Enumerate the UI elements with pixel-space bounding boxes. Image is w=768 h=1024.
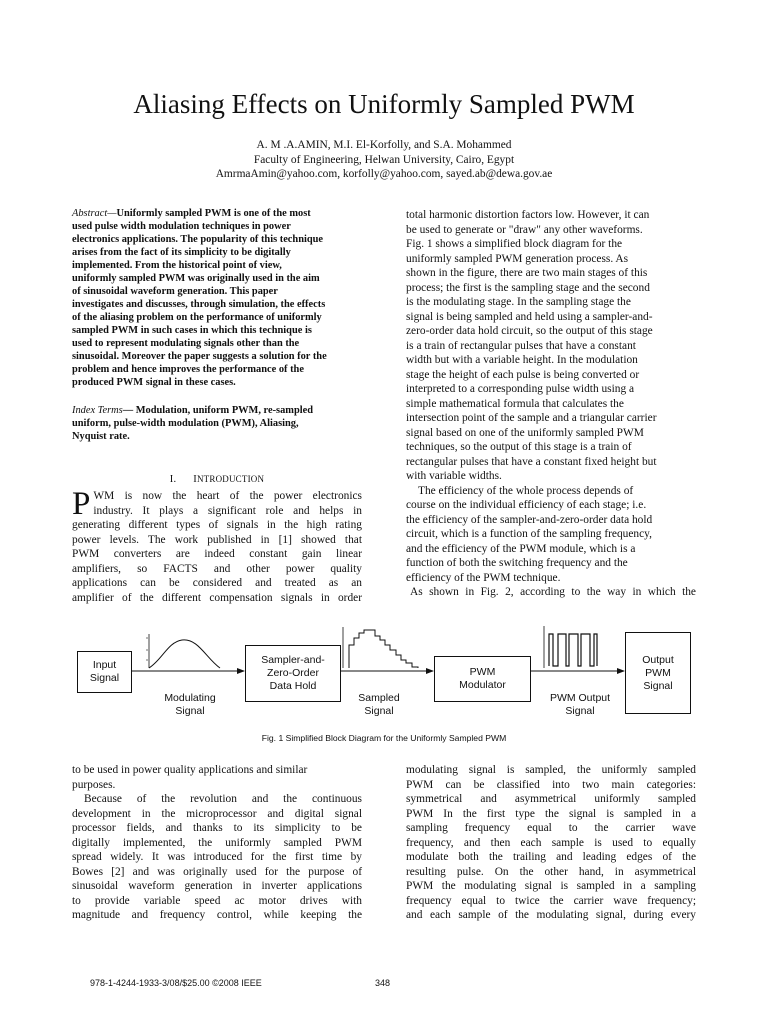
intro-paragraph-1: WM is now the heart of the power electronics industry. It plays a significant role and helps in generating different types of signals in the high rating power levels. The work published in [1] showed that PWM converters are indeed constant gain linear amplifiers, so FACTS and other power quality applications can be considered and treated as an amplifier of the different compensation signals in order xyxy=(72,490,362,604)
right-paragraph-3-cont: modulating signal is sampled, the uniformly sampled PWM can be classified into two main categories: symmetrical and asymmetrical uniformly sampled PWM In the first type the signal is sampled in a sampling frequency equal to the carrier wave frequency, and then each sample is used to equally modulate both the trailing and leading edges of the resulting pulse. On the other hand, in asymmetrical PWM the modulating signal is sampled in a sampling frequency equal to twice the carrier wave frequency; and each sample of the modulating signal, during every xyxy=(406,764,696,921)
section-title-initial: I xyxy=(193,474,197,485)
index-terms-label: Index Terms xyxy=(72,405,123,416)
dropcap-letter: P xyxy=(72,486,91,522)
modulating-signal-label: Modulating Signal xyxy=(164,692,216,717)
section-title-rest: NTRODUCTION xyxy=(196,474,265,484)
pwm-modulator-block: PWM Modulator xyxy=(434,656,531,702)
abstract-label: Abstract xyxy=(72,208,108,219)
intro-paragraph-2: Because of the revolution and the continuous development in the microprocessor and digital signal processor fields, and thanks to its simplicity to be digitally implemented, the uniformly sampled PWM spread widely. It was introduced for the first time by Bowes [2] and was originally used for the purpose of sinusoidal waveform generation in inverter applications to provide variable speed ac motor drives with magnitude and frequency control, while keeping the xyxy=(72,793,362,921)
modulating-signal-waveform xyxy=(146,634,220,668)
output-pwm-block: Output PWM Signal xyxy=(625,632,691,714)
footer-isbn: 978-1-4244-1933-3/08/$25.00 ©2008 IEEE xyxy=(90,978,262,988)
input-signal-block: Input Signal xyxy=(77,651,132,693)
abstract: Abstract—Uniformly sampled PWM is one of the most used pulse width modulation techniques in power electronics applications. The popularity of this technique arises from the fact of its simplicity to be digitally implemented. From the historical point of view, uniformly sampled PWM was originally used in the aim of sinusoidal waveform generation. This paper investigates and discusses, through simulation, the effects of the aliasing problem on the performance of uniformly sampled PWM in such cases in which this technique is used to represent modulating signals other than the sinusoidal. Moreover the paper suggests a solution for the problem and hence improves the performance of the produced PWM signal in these cases. xyxy=(72,208,327,388)
pwm-output-waveform xyxy=(544,626,597,668)
authors: A. M .A.AMIN, M.I. El-Korfolly, and S.A. Mohammed xyxy=(256,139,512,151)
right-paragraph-3: As shown in Fig. 2, according to the way in which the xyxy=(410,586,696,598)
right-column-bottom xyxy=(406,763,696,923)
figure-caption: Fig. 1 Simplified Block Diagram for the Uniformly Sampled PWM xyxy=(261,733,507,743)
right-paragraph-2: The efficiency of the whole process depends of course on the individual efficiency of each stage; i.e. the efficiency of the sampler-and-zero-order data hold circuit, which is a function of the sampling frequency, and the efficiency of the PWM module, which is a function of both the switching frequency and the efficiency of the PWM technique. xyxy=(406,484,653,584)
author-emails: AmrmaAmin@yahoo.com, korfolly@yahoo.com, sayed.ab@dewa.gov.ae xyxy=(215,168,553,180)
sampled-signal-waveform xyxy=(343,627,418,668)
affiliation: Faculty of Engineering, Helwan University, Cairo, Egypt xyxy=(253,153,515,166)
section-number: I. xyxy=(169,474,177,485)
intro-column-bottom xyxy=(72,763,362,923)
abstract-text: Uniformly sampled PWM is one of the most used pulse width modulation techniques in power electronics applications. The popularity of this technique arises from the fact of its simplicity to be digitally implemented. From the historical point of view, uniformly sampled PWM was originally used in the aim of sinusoidal waveform generation. This paper investigates and discusses, through simulation, the effects of the aliasing problem on the performance of uniformly sampled PWM in such cases in which this technique is used to represent modulating signals other than the sinusoidal. Moreover the paper suggests a solution for the problem and hence improves the performance of the produced PWM signal in these cases. xyxy=(72,208,327,388)
sampler-block: Sampler-and- Zero-Order Data Hold xyxy=(245,645,341,702)
right-paragraph-1: total harmonic distortion factors low. However, it can be used to generate or "draw" any other waveforms. Fig. 1 shows a simplified block diagram for the uniformly sampled PWM generation process. As shown in the figure, there are two main stages of this process; the first is the sampling stage and the second is the modulating stage. In the sampling stage the signal is being sampled and held using a sampler-and- zero-order data hold circuit, so the output of this stage is a train of rectangular pulses that have a constant width but with a variable height. In the modulation stage the height of each pulse is being converted or interpreted to a corresponding pulse width using a simple mathematical formula that calculates the intersection point of the sample and a triangular carrier signal based on one of the uniformly sampled PWM techniques, so the output of this stage is a train of rectangular pulses that have a constant fixed height but with variable widths. xyxy=(406,209,657,482)
page-number: 348 xyxy=(375,978,391,988)
paper-title: Aliasing Effects on Uniformly Sampled PWM xyxy=(133,89,635,119)
index-terms-text: Modulation, uniform PWM, re-sampled uniform, pulse-width modulation (PWM), Aliasing, Nyquist rate. xyxy=(72,405,314,442)
pwm-output-signal-label: PWM Output Signal xyxy=(549,692,611,717)
index-terms: Index Terms— Modulation, uniform PWM, re-sampled uniform, pulse-width modulation (PWM), Aliasing, Nyquist rate. xyxy=(72,405,314,442)
sampled-signal-label: Sampled Signal xyxy=(358,692,400,717)
intro-paragraph-1-cont: to be used in power quality applications and similar purposes. xyxy=(72,764,308,791)
